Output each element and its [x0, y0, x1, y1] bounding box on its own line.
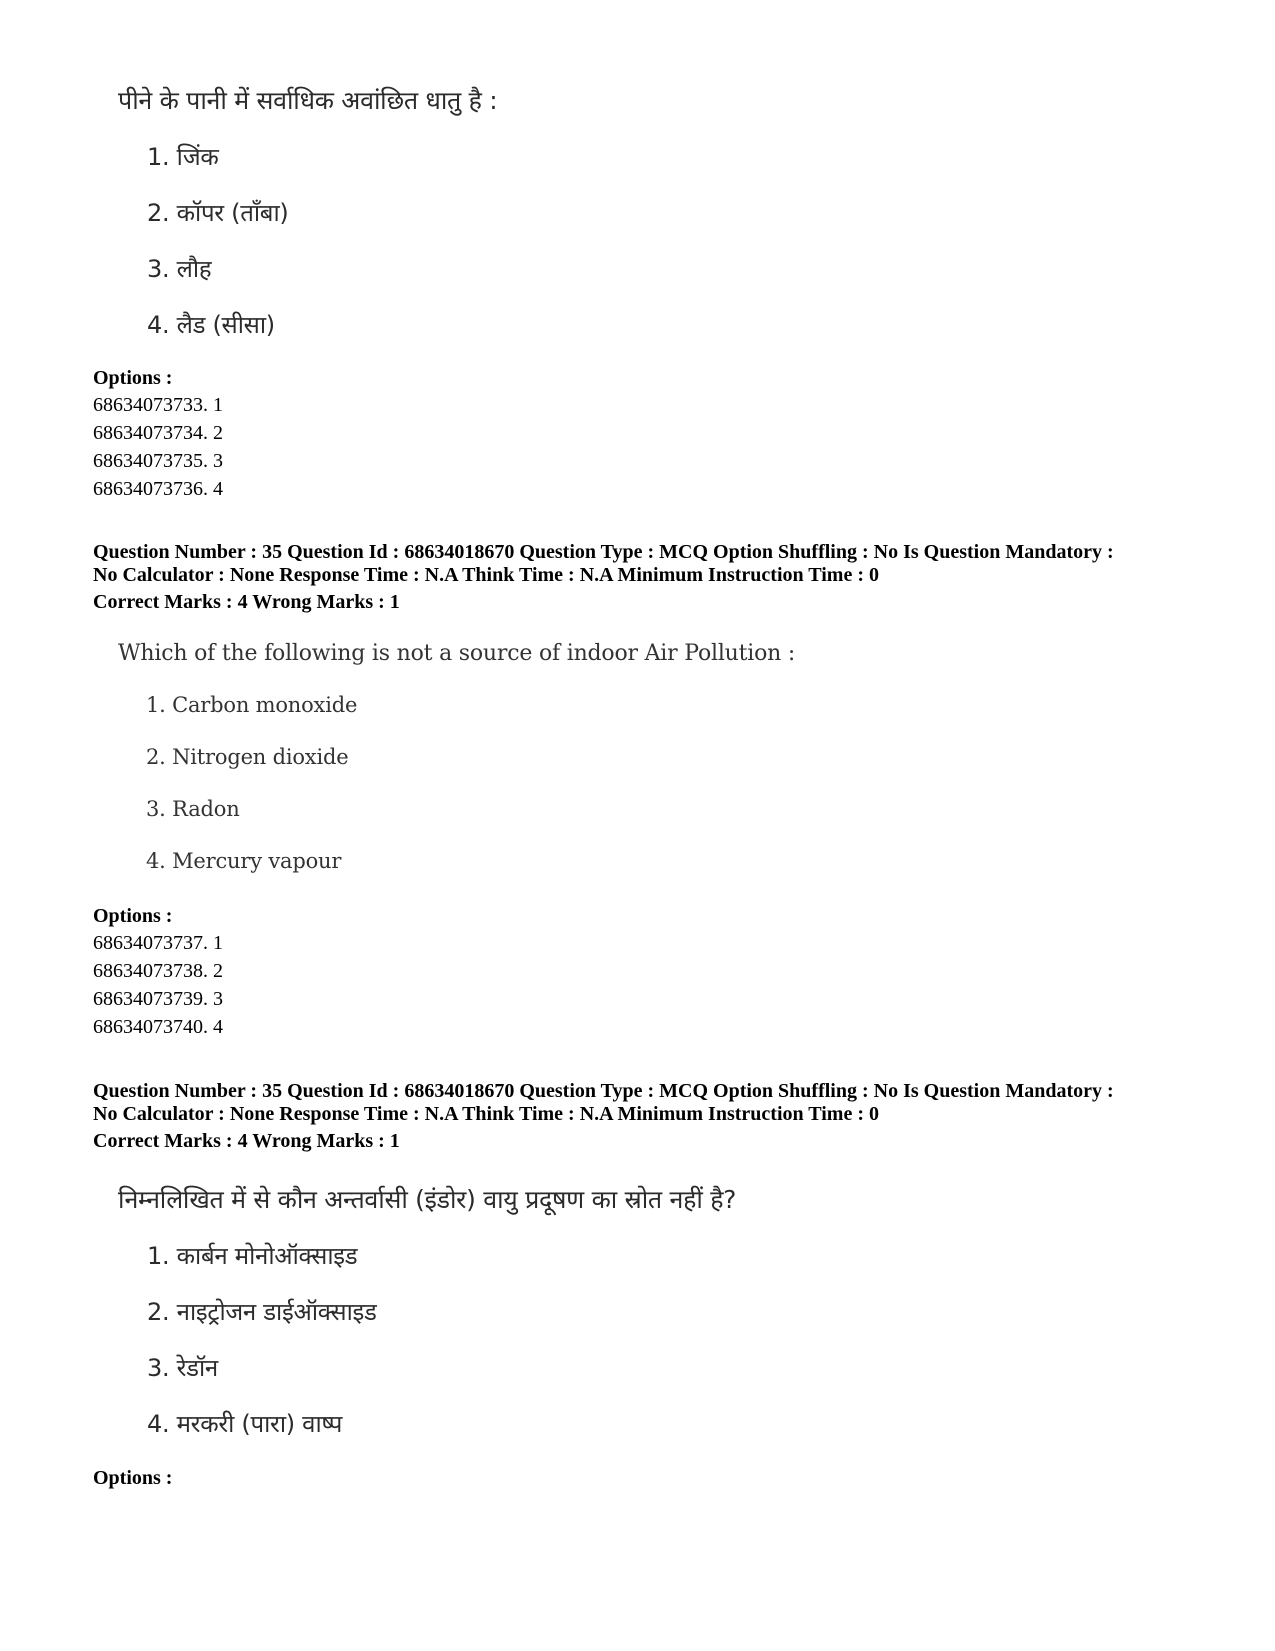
- option-id-line: 68634073739. 3: [93, 988, 223, 1010]
- question-header-line2: No Calculator : None Response Time : N.A Think Time : N.A Minimum Instruction Time : 0: [93, 1103, 879, 1125]
- question-text: पीने के पानी में सर्वाधिक अवांछित धातु है :: [118, 86, 498, 115]
- options-label: Options :: [93, 905, 173, 927]
- choice-item: 2. नाइट्रोजन डाईऑक्साइड: [147, 1298, 377, 1326]
- question-header-line1: Question Number : 35 Question Id : 68634018670 Question Type : MCQ Option Shuffling : No Is Question Mandatory :: [93, 541, 1114, 563]
- question-header-line2: No Calculator : None Response Time : N.A Think Time : N.A Minimum Instruction Time : 0: [93, 564, 879, 586]
- option-id-line: 68634073740. 4: [93, 1016, 223, 1038]
- option-id-line: 68634073734. 2: [93, 422, 223, 444]
- choice-item: 2. कॉपर (ताँबा): [147, 199, 289, 227]
- option-id-line: 68634073735. 3: [93, 450, 223, 472]
- option-id-line: 68634073737. 1: [93, 932, 223, 954]
- marks-line: Correct Marks : 4 Wrong Marks : 1: [93, 591, 400, 613]
- choice-item: 1. Carbon monoxide: [146, 693, 358, 717]
- marks-line: Correct Marks : 4 Wrong Marks : 1: [93, 1130, 400, 1152]
- choice-item: 2. Nitrogen dioxide: [146, 745, 349, 769]
- options-label: Options :: [93, 367, 173, 389]
- choice-item: 3. लौह: [147, 255, 212, 283]
- option-id-line: 68634073738. 2: [93, 960, 223, 982]
- choice-item: 4. मरकरी (पारा) वाष्प: [147, 1410, 343, 1438]
- choice-item: 3. रेडॉन: [147, 1354, 218, 1382]
- choice-item: 1. जिंक: [147, 143, 219, 171]
- question-text: Which of the following is not a source of indoor Air Pollution :: [118, 641, 796, 666]
- question-text: निम्नलिखित में से कौन अन्तर्वासी (इंडोर) वायु प्रदूषण का स्रोत नहीं है?: [118, 1185, 737, 1214]
- option-id-line: 68634073736. 4: [93, 478, 223, 500]
- choice-item: 4. Mercury vapour: [146, 849, 342, 873]
- option-id-line: 68634073733. 1: [93, 394, 223, 416]
- options-label: Options :: [93, 1467, 173, 1489]
- choice-item: 4. लैड (सीसा): [147, 311, 275, 339]
- choice-item: 3. Radon: [146, 797, 240, 821]
- question-header-line1: Question Number : 35 Question Id : 68634018670 Question Type : MCQ Option Shuffling : No Is Question Mandatory :: [93, 1080, 1114, 1102]
- choice-item: 1. कार्बन मोनोऑक्साइड: [147, 1242, 358, 1270]
